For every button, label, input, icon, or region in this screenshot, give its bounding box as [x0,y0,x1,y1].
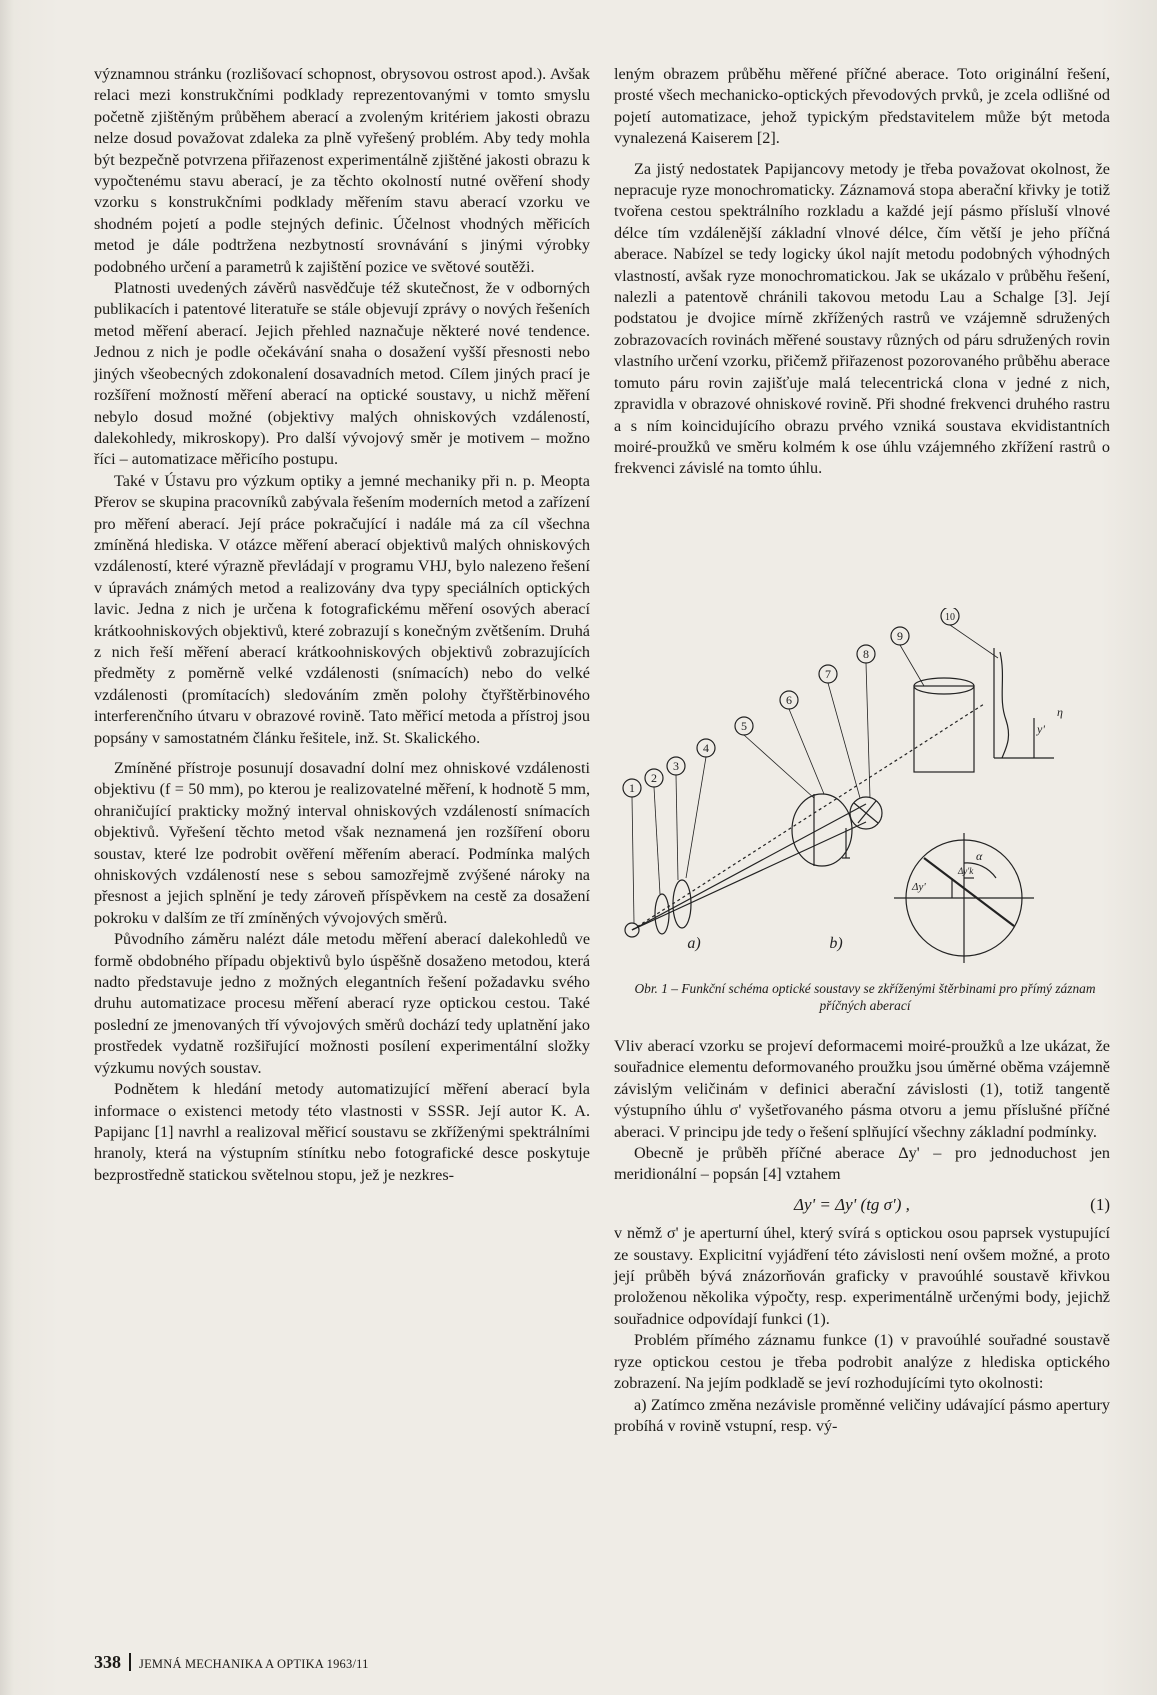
figure-1 [614,608,1110,1028]
label-dy: Δy' [912,881,926,893]
leader-line [686,757,706,878]
leader-line [900,645,924,686]
axis-line [632,704,984,930]
callout-number: 9 [897,629,903,643]
right-column-lower [614,1036,1110,1437]
footer-divider [129,1653,131,1671]
paragraph: Vliv aberací vzorku se projeví deformacemi moiré-proužků a lze ukázat, že souřadnice elementu deformovaného proužku jsou úměrné oběma vzájemně závislým veličinám v definici aberační závislosti (1), totiž tangentě výstupního úhlu σ' vyšetřovaného pásma otvoru a jemu příslušné příčné aberaci. V principu jde tedy o řešení splňující všechny základní podmínky. [614,1037,1110,1141]
label-a: a) [687,935,701,952]
left-column [94,64,590,1186]
equation-1 [614,1194,1110,1215]
screen-element [914,686,974,772]
journal-title: JEMNÁ MECHANIKA A OPTIKA 1963/11 [139,1657,369,1671]
optical-scheme-diagram [614,608,1110,978]
callout-number: 8 [863,647,869,661]
callout-number: 6 [786,693,792,707]
callout-number: 4 [703,741,709,755]
paragraph: Původního záměru nalézt dále metodu měření aberací dalekohledů ve formě obdobného případu objektivů bylo úspěšně dosaženo metodou, která nadto představuje jedno z možných elegantních řešení požadavku svého druhu automatizace procesu měření aberací ryze optickou cestou. Také poslední ze jmenovaných tří vývojových směrů dochází tedy uplatnění jako prostředek vydatně rozšiřující možnosti posílení experimentální složky výzkumu nových soustav. [94,930,590,1077]
callout-number: 1 [629,781,635,795]
callout-number: 3 [673,759,679,773]
label-eta: η [1057,705,1063,719]
callout-number: 7 [825,667,831,681]
leader-line [676,775,678,880]
ray-line [632,822,866,930]
label-b: b) [829,935,843,952]
leader-line [654,787,660,894]
paragraph: a) Zatímco změna nezávisle proměnné veličiny udávající pásmo apertury probíhá v rovině vstupní, resp. vý- [614,1395,1110,1435]
leader-line [632,797,634,923]
paragraph: významnou stránku (rozlišovací schopnost, obrysovou ostrost apod.). Avšak relaci mezi konstrukčními podklady reprezentovanými v tomto smyslu početně zjištěným průběhem aberací a zvoleným kritériem jakosti obrazu nelze dosud považovat zdaleka za plně vyřešený problém. Aby tedy mohla být bezpečně potvrzena přiřazenost experimentálně zjištěné jakosti obrazu k vypočtenému stavu aberací, je za těchto okolností nutné ověření shody vzorku s konstrukčními podklady měřením stavu aberací vzorku ve shodném pojetí a podle stejných definic. Účelnost vhodných měřicích metod je dále podtržena nezbytností srovnávání s jinými výrobky podobného určení a parametrů k zajištění pozice ve světové soutěži. [94,65,590,276]
callout-number: 2 [651,771,657,785]
leader-line [789,709,824,794]
callout-number: 10 [945,612,955,623]
callout-number: 5 [741,719,747,733]
right-column [614,64,1110,480]
label-dyk: Δy'k [958,866,974,876]
figure-caption: Obr. 1 – Funkční schéma optické soustavy se zkříženými štěrbinami pro přímý záznam příčných aberací [634,981,1096,1013]
paragraph: Platnosti uvedených závěrů nasvědčuje též skutečnost, že v odborných publikacích i patentové literatuře se stále objevují zprávy o nových řešeních metod měření aberací. Jejich přehled naznačuje některé nové tendence. Jednou z nich je podle očekávání snaha o dosažení vyšší přesnosti nebo jiných všeobecných zdokonalení dosavadních metod. Cílem jiných prací je rozšíření možností měření aberací na optické soustavy, u nichž měření nebylo dosud možné (objektivy malých ohniskových vzdáleností, dalekohledy, mikroskopy). Pro další vývojový směr je motivem – možno říci – automatizace měřicího postupu. [94,279,590,469]
label-alpha: α [976,849,983,863]
equation-body: Δy' = Δy' (tg σ') , [794,1194,910,1214]
paragraph: Za jistý nedostatek Papijancovy metody je třeba považovat okolnost, že nepracuje ryze monochromaticky. Záznamová stopa aberační křivky je totiž tvořena cestou spektrálního rozkladu a každé její pásmo přísluší vlnové délce tím vzdálenější základní vlnové délce, čím větší je jeho příčná aberace. Nabízel se tedy logicky úkol najít metodu podobných výhodných vlastností, avšak ryze monochromatickou. Jak se ukázalo v průběhu řešení, nalezli a patentově chránili takovou metodu Lau a Schalge [3]. Její podstatou je dvojice mírně zkřížených rastrů ve vzájemně sdružených zobrazovacích rovinách měřené soustavy různých od páru sdružených rovin vlastního určení vzorku, přičemž přiřazenost pozorovaného průběhu aberace tomuto páru rovin zajišťuje malá telecentrická clona v jedné z nich, zpravidla v obrazové ohniskové rovině. Při shodné frekvenci druhého rastru a s ním koincidujícího obrazu prvého vzniká soustava ekvidistantních moiré-proužků ve směru kolmém k ose úhlu vzájemného zkřížení rastrů o frekvenci závislé na tomto úhlu. [614,159,1110,478]
paragraph: Obecně je průběh příčné aberace Δy' – pro jednoduchost jen meridionální – popsán [4] vztahem [614,1144,1110,1184]
objective-element [792,794,852,866]
ray-line [632,804,866,930]
paragraph: leným obrazem průběhu měřené příčné aberace. Toto originální řešení, prosté všech mechanicko-optických převodových prvků, je zcela odlišné od pojetí automatizace, jehož typickým představitelem může být metoda vynalezená Kaiserem [2]. [614,65,1110,148]
label-y: y' [1037,722,1045,736]
leader-line [950,625,998,658]
paragraph: Také v Ústavu pro výzkum optiky a jemné mechaniky při n. p. Meopta Přerov se skupina pracovníků zabývala řešením moderních metod a zařízení pro měření aberací. Její práce pokračující i nadále má za cíl všechna zmíněná hlediska. V otázce měření aberací objektivů malých ohniskových vzdáleností, které výrazně převládají v programu VHJ, bylo nalezeno řešení v úpravách známých metod a realizovány dva typy speciálních optických lavic. Jedna z nich je určena k fotografickému měření osových aberací krátkoohniskových objektivů, které zobrazují s konečným zvětšením. Druhá z nich řeší měření aberací krátkoohniskových objektivů zobrazujících předměty z poměrně velké vzdálenosti (snímacích) nebo do velké vzdálenosti (promítacích) sledováním změn polohy čtyřštěrbinového interferenčního útvaru v obrazové rovině. Tato měřicí metoda a přístroj jsou popsány v samostatném článku řešitele, inž. St. Skalického. [94,471,590,747]
page-number: 338 [94,1652,121,1672]
paragraph: v němž σ' je aperturní úhel, který svírá s optickou osou paprsek vystupující ze soustavy. Explicitní vyjádření této závislosti není ovšem možné, a proto její průběh bývá znázorňován graficky v pravoúhlé soustavě křivkou proloženou několika výpočty, resp. experimentálně určenými body, jejichž souřadnice odpovídají funkci (1). [614,1224,1110,1328]
leader-line [866,663,870,798]
aberration-curve [1000,652,1009,758]
paragraph: Zmíněné přístroje posunují dosavadní dolní mez ohniskové vzdálenosti objektivu (f = 50 mm), po kterou je realizovatelné měření, k hodnotě 5 mm, ohraničující prakticky možný interval ohniskových vzdáleností snímacích objektivů. Vyřešení těchto metod však neznamená jen rozšíření oboru soustav, které lze podrobit ověření měřením aberací. Podmínka malých ohniskových vzdáleností nese s sebou samozřejmě zvýšené nároky na přesnost a jejich splnění je tedy zároveň příspěvkem na cestě za dosažení pokroku v dalším ze tří zmíněných vývojových směrů. [94,759,590,927]
equation-number: (1) [1090,1194,1110,1214]
leader-line [828,683,860,798]
b-labels [911,849,983,893]
page-footer [94,1650,369,1673]
paragraph: Problém přímého záznamu funkce (1) v pravoúhlé souřadné soustavě ryze optickou cestou je třeba podrobit analýze z hlediska optického zobrazení. Na jejím podkladě se jeví rozhodujícími tyto okolnosti: [614,1331,1110,1393]
callouts [623,608,998,923]
paragraph: Podnětem k hledání metody automatizující měření aberací byla informace o existenci metody této vlastnosti v SSSR. Její autor K. A. Papijanc [1] navrhl a realizoval měřicí soustavu se zkříženými spektrálními hranoly, která na výstupním stínítku nebo fotografické desce poskytuje bezprostředně statickou světelnou stopu, jež je nezkres- [94,1080,590,1184]
